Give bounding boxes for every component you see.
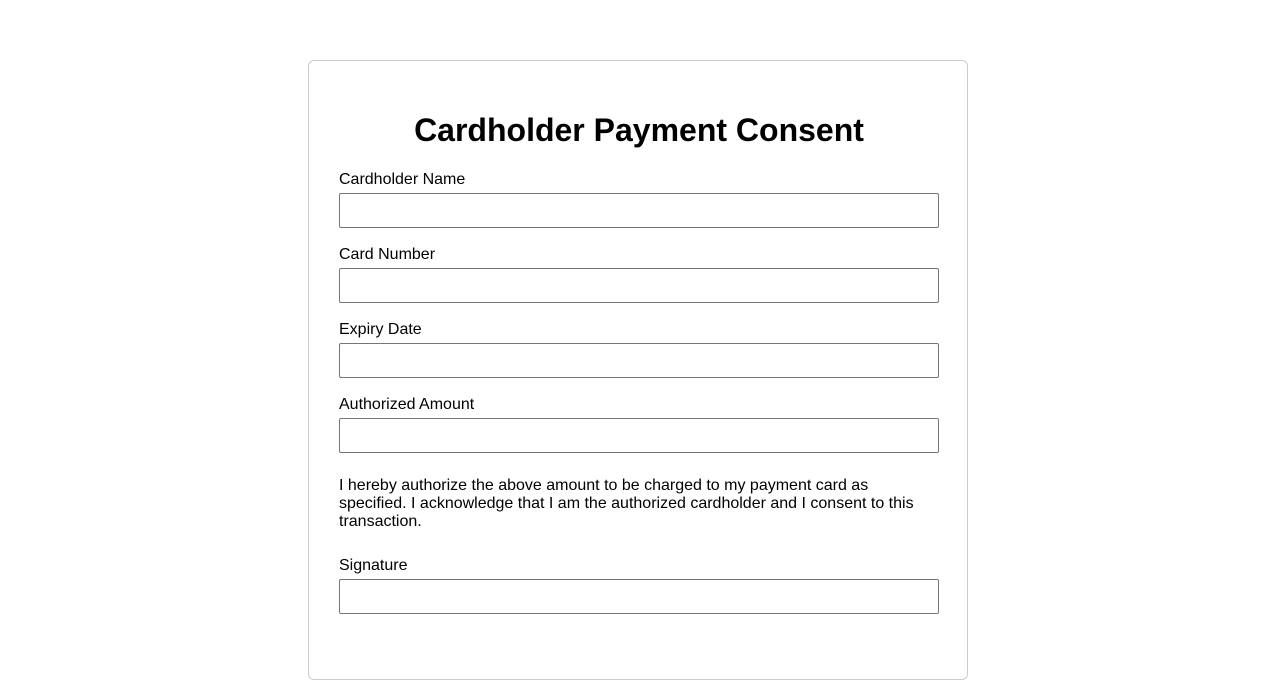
expiry-date-label: Expiry Date (339, 321, 422, 338)
authorized-amount-label: Authorized Amount (339, 396, 475, 413)
cardholder-name-input[interactable] (339, 193, 939, 228)
authorized-amount-input[interactable] (339, 418, 939, 453)
expiry-date-input[interactable] (339, 343, 939, 378)
consent-statement: I hereby authorize the above amount to be charged to my payment card as specified. I acknowledge that I am the authorized cardholder and I consent to this transaction. (339, 477, 914, 530)
signature-input[interactable] (339, 579, 939, 614)
signature-label: Signature (339, 557, 408, 574)
cardholder-name-label: Cardholder Name (339, 171, 466, 188)
page-title: Cardholder Payment Consent (414, 112, 864, 148)
card-number-label: Card Number (339, 246, 436, 263)
card-number-input[interactable] (339, 268, 939, 303)
